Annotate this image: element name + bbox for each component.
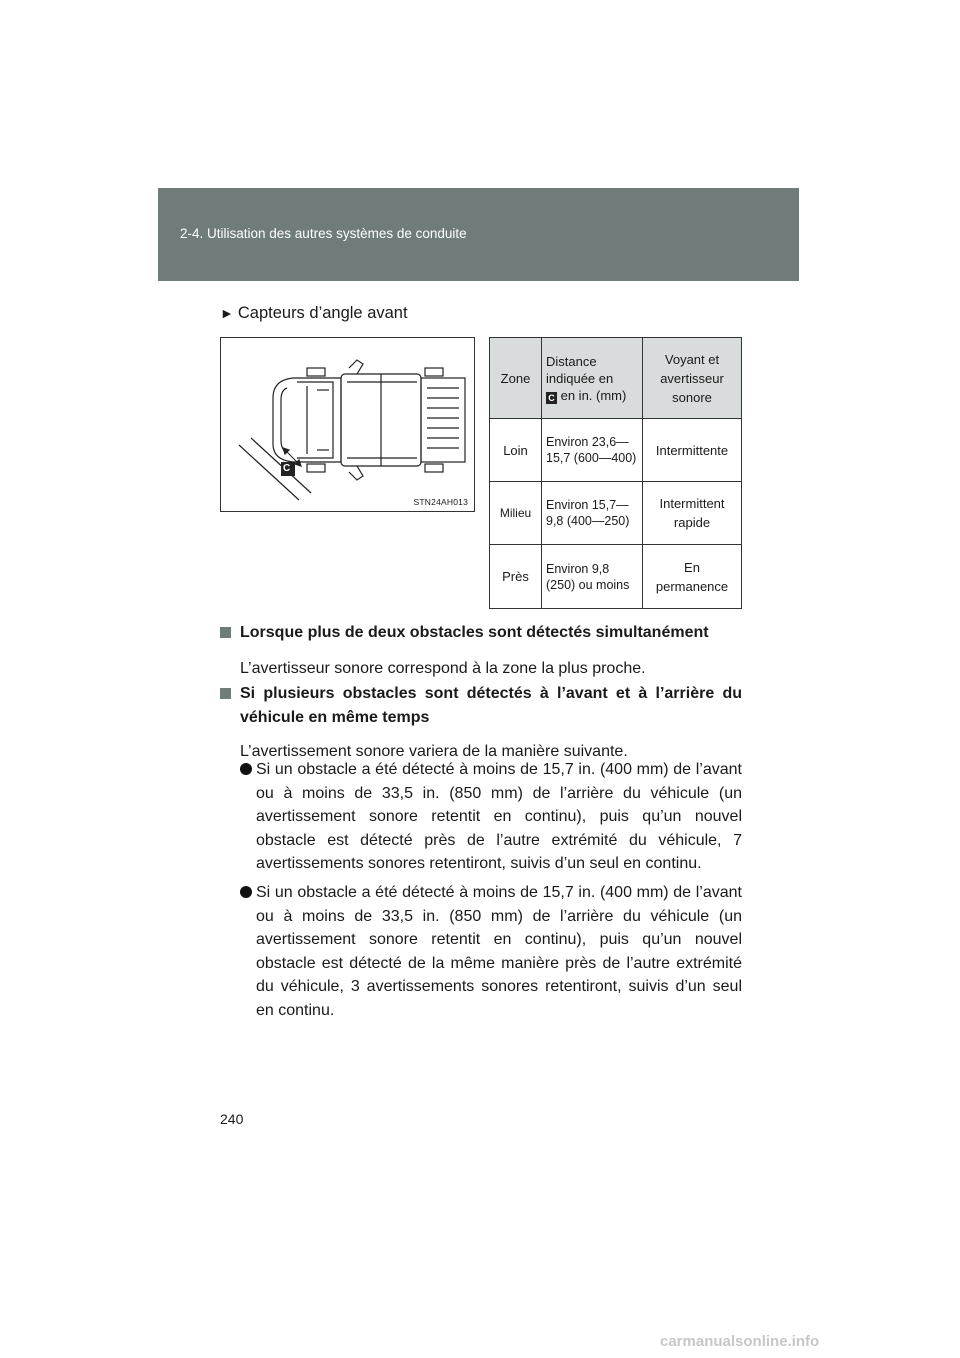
subsection-title-text: Capteurs d’angle avant xyxy=(237,304,408,322)
table-row xyxy=(490,482,742,545)
list-item xyxy=(240,881,742,1022)
distance-cell: Environ 23,6—15,7 (600—400) xyxy=(542,419,643,482)
header-distance xyxy=(542,338,643,419)
distance-cell: Environ 9,8 (250) ou moins xyxy=(542,545,643,609)
square-marker-icon xyxy=(220,688,231,699)
signal-cell: Intermittent rapide xyxy=(643,482,742,545)
zone-cell: Près xyxy=(490,545,542,609)
section-heading xyxy=(220,621,742,645)
zone-table xyxy=(489,337,742,609)
signal-cell: Intermittente xyxy=(643,419,742,482)
subsection-title xyxy=(220,304,408,323)
zone-cell: Loin xyxy=(490,419,542,482)
list-item-text: Si un obstacle a été détecté à moins de 15,7 in. (400 mm) de l’avant ou à moins de 33,5 in. (850 mm) de l’arrière du véhicule (un avertissement sonore retentit en continu), puis qu’un nouvel obstacle est détecté près de l’autre extrémité du véhicule, 7 avertissements sonores retentiront, suivis d’un seul en continu. xyxy=(256,761,742,872)
triangle-marker-icon: ► xyxy=(220,305,234,321)
table-header-row xyxy=(490,338,742,419)
header-distance-text: Distance indiquée en xyxy=(546,353,614,386)
section-header-band xyxy=(158,188,799,281)
zone-cell: Milieu xyxy=(490,482,542,545)
list-item-text: Si un obstacle a été détecté à moins de 15,7 in. (400 mm) de l’avant ou à moins de 33,5 in. (850 mm) de l’arrière du véhicule (un avertissement sonore retentit en continu), puis qu’un nouvel obstacle est détecté de la même manière près de l’autre extrémité du véhicule, 3 avertissements sonores retentiront, suivis d’un seul en continu. xyxy=(256,884,742,1019)
signal-cell: En permanence xyxy=(643,545,742,609)
watermark: carmanualsonline.info xyxy=(660,1333,820,1350)
square-marker-icon xyxy=(220,627,231,638)
section-heading-text: Si plusieurs obstacles sont détectés à l’avant et à l’arrière du véhicule en même temps xyxy=(240,685,742,726)
truck-top-view-illustration xyxy=(221,338,474,511)
c-label-icon: C xyxy=(546,392,557,404)
bullet-icon xyxy=(240,763,252,775)
table-row xyxy=(490,419,742,482)
distance-cell: Environ 15,7—9,8 (400—250) xyxy=(542,482,643,545)
section-heading-text: Lorsque plus de deux obstacles sont détectés simultanément xyxy=(240,624,709,641)
section-heading xyxy=(220,682,742,730)
table-row xyxy=(490,545,742,609)
page-number: 240 xyxy=(220,1111,244,1127)
header-distance-unit: en in. (mm) xyxy=(557,387,627,403)
figure-label-c: C xyxy=(283,463,291,474)
section-text: L’avertissement sonore variera de la manière suivante. xyxy=(240,743,628,760)
section-text: L’avertisseur sonore correspond à la zone la plus proche. xyxy=(240,660,646,677)
figure-code: STN24AH013 xyxy=(413,497,468,507)
truck-sensor-figure xyxy=(220,337,475,512)
section-multiple-obstacles xyxy=(220,621,742,681)
list-item xyxy=(240,758,742,876)
section-front-rear-obstacles xyxy=(220,682,742,764)
header-signal: Voyant et avertisseur sonore xyxy=(643,338,742,419)
section-title: 2-4. Utilisation des autres systèmes de conduite xyxy=(180,226,467,241)
bullet-icon xyxy=(240,886,252,898)
header-zone: Zone xyxy=(490,338,542,419)
